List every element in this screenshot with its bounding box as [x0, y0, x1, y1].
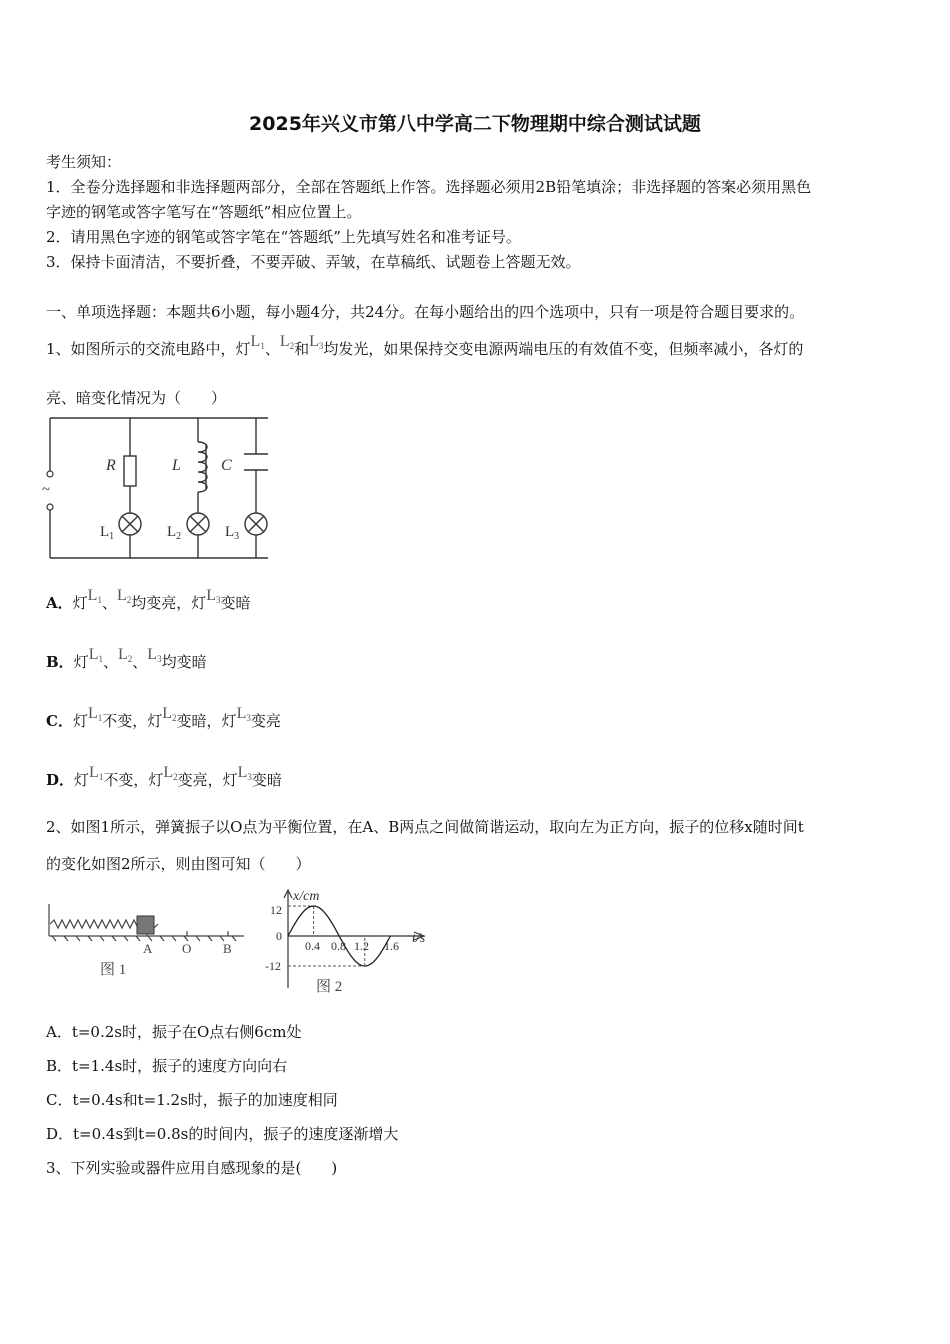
point-a-label: A [143, 941, 153, 956]
q1-option-b[interactable]: B．灯L1、L2、L3均变暗 [46, 646, 207, 671]
notice-line-1b: 字迹的钢笔或答字笔写在“答题纸”相应位置上。 [46, 203, 362, 221]
x-tick-0-4: 0.4 [305, 939, 320, 953]
x-tick-1-2: 1.2 [354, 939, 369, 953]
lamp-1-label: $L_1$ [100, 524, 115, 542]
y-axis-label: x/cm [293, 889, 320, 904]
capacitor-label: C [221, 457, 232, 474]
point-b-label: B [223, 941, 232, 956]
q1-stem: 1、如图所示的交流电路中，灯L1、L2和L3均发光，如果保持交变电源两端电压的有效值不变，但频率减小，各灯的 [46, 333, 804, 358]
y-tick-neg-12: -12 [265, 959, 281, 973]
x-tick-0-8: 0.8 [331, 939, 346, 953]
q2-figure-1-spring-oscillator [44, 898, 250, 980]
inductor-label: L [172, 457, 181, 474]
q2-option-a[interactable]: A．t=0.2s时，振子在O点右侧6cm处 [46, 1023, 302, 1041]
lamp-2-label: $L_2$ [167, 524, 182, 542]
q2-option-c[interactable]: C．t=0.4s和t=1.2s时，振子的加速度相同 [46, 1091, 338, 1109]
x-axis-label: t/s [412, 931, 426, 946]
figure-2-caption: 图 2 [316, 979, 343, 995]
ac-source-symbol: ~ [42, 482, 51, 498]
q2-option-b[interactable]: B．t=1.4s时，振子的速度方向向右 [46, 1057, 288, 1075]
q1-option-c[interactable]: C．灯L1不变，灯L2变暗，灯L3变亮 [46, 705, 281, 730]
notice-line-2: 2．请用黑色字迹的钢笔或答字笔在“答题纸”上先填写姓名和准考证号。 [46, 228, 521, 246]
notice-line-1: 1．全卷分选择题和非选择题两部分，全部在答题纸上作答。选择题必须用2B铅笔填涂；非选择题的答案必须用黑色 [46, 178, 812, 196]
y-tick-12: 12 [270, 903, 282, 917]
point-o-label: O [182, 941, 192, 956]
q1-option-a[interactable]: A．灯L1、L2均变亮，灯L3变暗 [46, 587, 251, 612]
q1-option-d[interactable]: D．灯L1不变，灯L2变亮，灯L3变暗 [46, 764, 282, 789]
q1-stem-line-2: 亮、暗变化情况为（ ） [46, 389, 227, 407]
origin-label: 0 [276, 929, 282, 943]
q2-stem-line-2: 的变化如图2所示，则由图可知（ ） [46, 855, 311, 873]
figure-1-caption: 图 1 [100, 962, 127, 978]
section-heading: 一、单项选择题：本题共6小题，每小题4分，共24分。在每小题给出的四个选项中，只有一项是符合题目要求的。 [46, 303, 805, 321]
page-title: 2025年兴义市第八中学高二下物理期中综合测试试题 [249, 113, 701, 135]
x-tick-1-6: 1.6 [384, 939, 399, 953]
q2-stem: 2、如图1所示，弹簧振子以O点为平衡位置，在A、B两点之间做简谐运动，取向左为正方向，振子的位移x随时间t [46, 818, 804, 836]
notice-heading: 考生须知： [46, 153, 122, 171]
notice-line-3: 3．保持卡面清洁，不要折叠，不要弄破、弄皱，在草稿纸、试题卷上答题无效。 [46, 253, 581, 271]
q2-figure-2-xt-graph [262, 884, 438, 996]
q3-stem: 3、下列实验或器件应用自感现象的是( ) [46, 1159, 338, 1177]
q1-circuit-diagram [38, 412, 278, 564]
lamp-3-label: $L_3$ [225, 524, 240, 542]
resistor-label: R [106, 457, 116, 474]
q2-option-d[interactable]: D．t=0.4s到t=0.8s的时间内，振子的速度逐渐增大 [46, 1125, 399, 1143]
